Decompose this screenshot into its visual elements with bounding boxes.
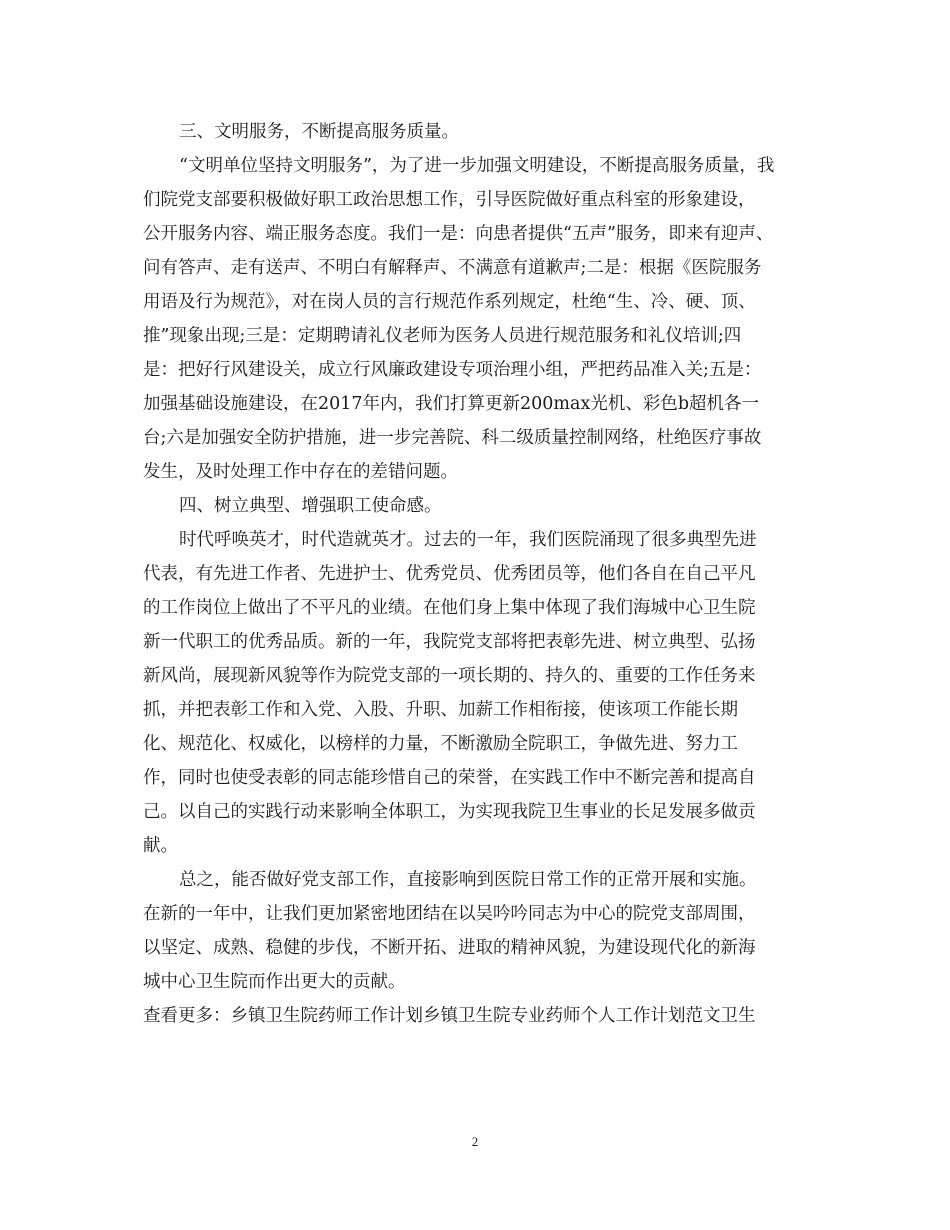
paragraph-line: 台;六是加强安全防护措施，进一步完善院、科二级质量控制网络，杜绝医疗事故 bbox=[143, 428, 762, 448]
paragraph-line: 推”现象出现;三是：定期聘请礼仪老师为医务人员进行规范服务和礼仪培训;四 bbox=[143, 326, 742, 346]
body-text bbox=[143, 115, 813, 1033]
see-more-line: 查看更多：乡镇卫生院药师工作计划乡镇卫生院专业药师个人工作计划范文卫生 bbox=[143, 1006, 756, 1026]
paragraph-line: 作，同时也使受表彰的同志能珍惜自己的荣誉，在实践工作中不断完善和提高自 bbox=[143, 768, 756, 788]
paragraph-line: 发生，及时处理工作中存在的差错问题。 bbox=[143, 462, 458, 482]
paragraph-line: 时代呼唤英才，时代造就英才。过去的一年，我们医院涌现了很多典型先进 bbox=[179, 530, 757, 550]
paragraph-line: 新一代职工的优秀品质。新的一年，我院党支部将把表彰先进、树立典型、弘扬 bbox=[143, 632, 756, 652]
paragraph-line: 的工作岗位上做出了不平凡的业绩。在他们身上集中体现了我们海城中心卫生院 bbox=[143, 598, 756, 618]
paragraph-line: 抓，并把表彰工作和入党、入股、升职、加薪工作相衔接，使该项工作能长期 bbox=[143, 700, 738, 720]
paragraph-line: 献。 bbox=[143, 836, 178, 856]
paragraph-line: 们院党支部要积极做好职工政治思想工作，引导医院做好重点科室的形象建设， bbox=[143, 190, 756, 210]
paragraph-line: 总之，能否做好党支部工作，直接影响到医院日常工作的正常开展和实施。 bbox=[179, 870, 757, 890]
section-heading-3: 三、文明服务，不断提高服务质量。 bbox=[179, 122, 459, 142]
paragraph-line: 公开服务内容、端正服务态度。我们一是：向患者提供“五声”服务，即来有迎声、 bbox=[143, 224, 774, 244]
paragraph-line: 加强基础设施建设，在2017年内，我们打算更新200max光机、彩色b超机各一 bbox=[143, 394, 760, 414]
paragraph-line: 城中心卫生院而作出更大的贡献。 bbox=[143, 972, 406, 992]
page-number: 2 bbox=[471, 1134, 479, 1149]
paragraph-line: 己。以自己的实践行动来影响全体职工，为实现我院卫生事业的长足发展多做贡 bbox=[143, 802, 756, 822]
paragraph-line: “文明单位坚持文明服务”，为了进一步加强文明建设，不断提高服务质量，我 bbox=[179, 156, 775, 176]
paragraph-line: 以坚定、成熟、稳健的步伐，不断开拓、进取的精神风貌，为建设现代化的新海 bbox=[143, 938, 756, 958]
paragraph-line: 是：把好行风建设关，成立行风廉政建设专项治理小组，严把药品准入关;五是： bbox=[143, 360, 762, 380]
paragraph-line: 新风尚，展现新风貌等作为院党支部的一项长期的、持久的、重要的工作任务来 bbox=[143, 666, 756, 686]
paragraph-line: 用语及行为规范》，对在岗人员的言行规范作系列规定，杜绝“生、冷、硬、顶、 bbox=[143, 292, 756, 312]
paragraph-line: 在新的一年中，让我们更加紧密地团结在以吴吟吟同志为中心的院党支部周围， bbox=[143, 904, 756, 924]
paragraph-line: 代表，有先进工作者、先进护士、优秀党员、优秀团员等，他们各自在自己平凡 bbox=[143, 564, 756, 584]
section-heading-4: 四、树立典型、增强职工使命感。 bbox=[179, 496, 442, 516]
paragraph-line: 化、规范化、权威化，以榜样的力量，不断激励全院职工，争做先进、努力工 bbox=[143, 734, 738, 754]
paragraph-line: 问有答声、走有送声、不明白有解释声、不满意有道歉声;二是：根据《医院服务 bbox=[143, 258, 762, 278]
